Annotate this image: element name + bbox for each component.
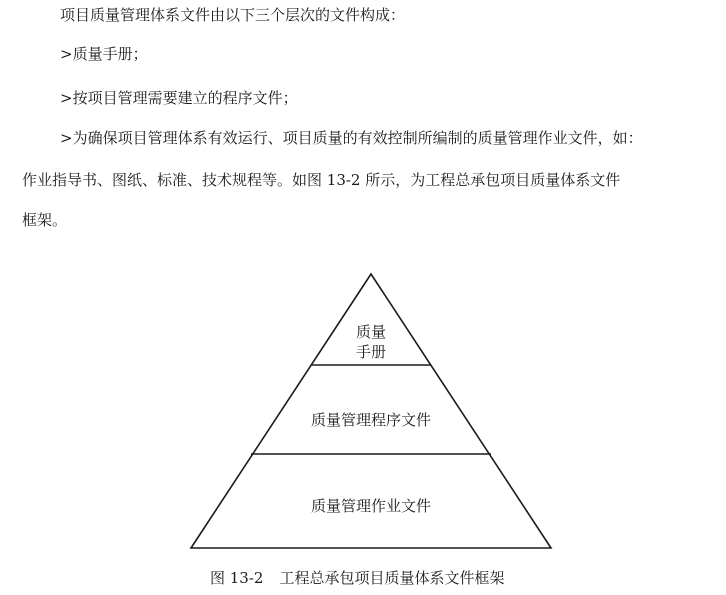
- tier-quality-manual-line1: 质量: [355, 323, 386, 341]
- list-item-work-docs-continued: 作业指导书、图纸、标准、技术规程等。如图 13-2 所示，为工程总承包项目质量体系文件: [22, 171, 621, 189]
- figure-caption: [210, 568, 504, 588]
- figure-number: 图 13-2: [210, 569, 264, 587]
- tier-procedure-docs: 质量管理程序文件: [310, 411, 431, 429]
- list-item-work-docs: >为确保项目管理体系有效运行、项目质量的有效控制所编制的质量管理作业文件，如：: [60, 129, 643, 147]
- quality-system-pyramid: [185, 270, 557, 552]
- figure-title: 工程总承包项目质量体系文件框架: [279, 569, 505, 587]
- tier-work-docs: 质量管理作业文件: [310, 497, 431, 515]
- list-item-work-docs-end: 框架。: [22, 211, 68, 229]
- tier-quality-manual-line2: 手册: [355, 343, 386, 361]
- list-item-procedure-docs: >按项目管理需要建立的程序文件；: [60, 89, 298, 107]
- list-item-quality-manual: >质量手册；: [60, 45, 148, 63]
- intro-text: 项目质量管理体系文件由以下三个层次的文件构成：: [60, 6, 406, 24]
- tier-quality-manual: [345, 322, 397, 362]
